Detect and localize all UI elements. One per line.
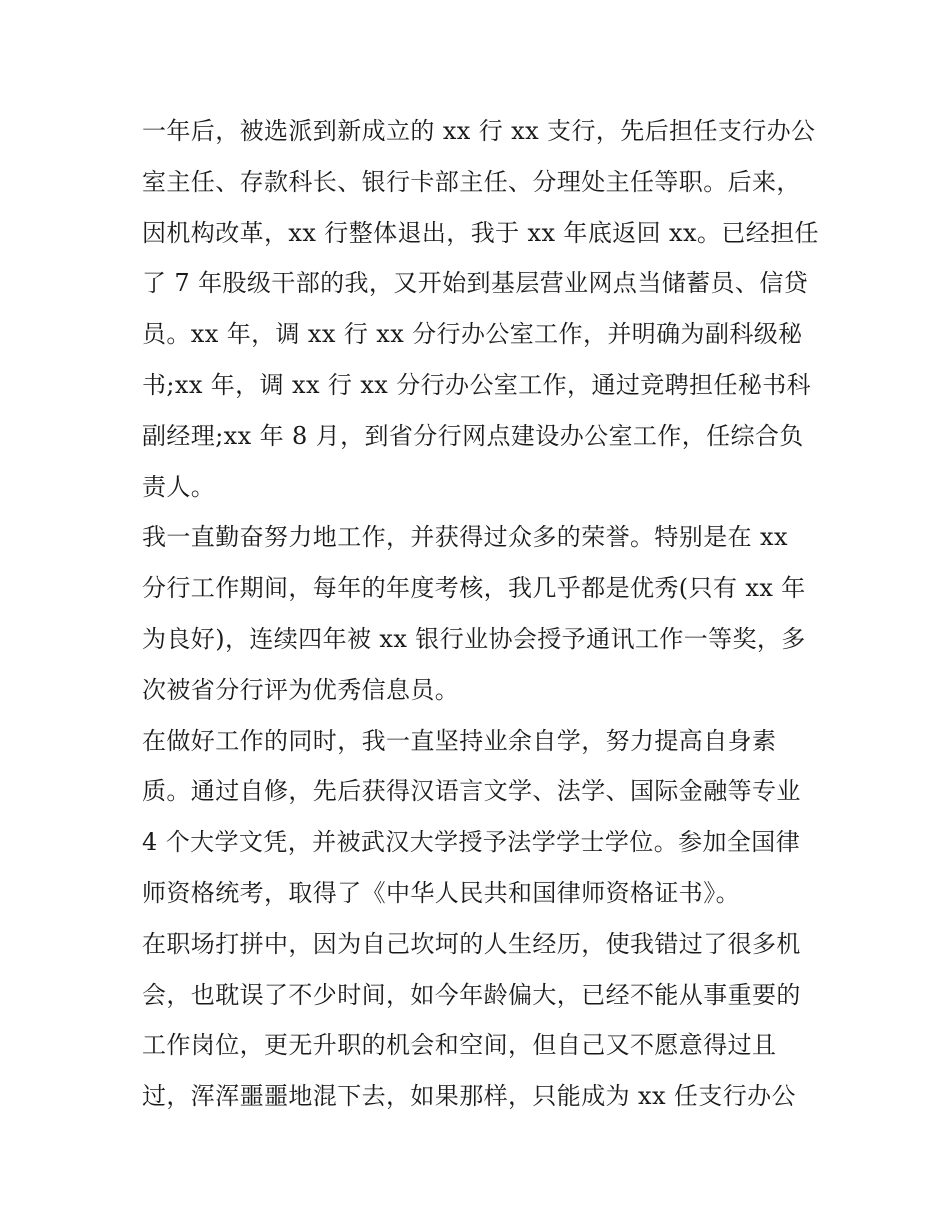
text-line: 员。xx 年，调 xx 行 xx 分行办公室工作，并明确为副科级秘 — [142, 320, 803, 349]
text-line: 在做好工作的同时，我一直坚持业余自学，努力提高自身素 — [142, 726, 777, 755]
text-line: 过，浑浑噩噩地混下去，如果那样，只能成为 xx 任支行办公 — [142, 1082, 796, 1111]
text-line: 为良好)，连续四年被 xx 银行业协会授予通讯工作一等奖，多 — [142, 624, 806, 653]
text-line: 分行工作期间，每年的年度考核，我几乎都是优秀(只有 xx 年 — [142, 574, 806, 603]
text-line: 一年后，被选派到新成立的 xx 行 xx 支行，先后担任支行办公 — [142, 117, 816, 145]
text-line: 我一直勤奋努力地工作，并获得过众多的荣誉。特别是在 xx — [142, 523, 788, 552]
text-line: 在职场打拼中，因为自己坎坷的人生经历，使我错过了很多机 — [142, 929, 801, 958]
text-line: 质。通过自修，先后获得汉语言文学、法学、国际金融等专业 — [142, 777, 801, 806]
text-line: 次被省分行评为优秀信息员。 — [142, 675, 460, 704]
text-line: 因机构改革，xx 行整体退出，我于 xx 年底返回 xx。已经担任 — [142, 218, 819, 247]
text-line: 书;xx 年，调 xx 行 xx 分行办公室工作，通过竞聘担任秘书科 — [142, 370, 812, 399]
text-line: 4 个大学文凭，并被武汉大学授予法学学士学位。参加全国律 — [142, 828, 801, 857]
text-line: 副经理;xx 年 8 月，到省分行网点建设办公室工作，任综合负 — [142, 421, 804, 450]
text-line: 了 7 年股级干部的我，又开始到基层营业网点当储蓄员、信贷 — [142, 269, 809, 298]
body-text — [142, 106, 819, 1122]
text-line: 室主任、存款科长、银行卡部主任、分理处主任等职。后来， — [142, 167, 801, 196]
text-line: 责人。 — [142, 472, 216, 501]
text-line: 会，也耽误了不少时间，如今年龄偏大，已经不能从事重要的 — [142, 980, 801, 1009]
text-line: 师资格统考，取得了《中华人民共和国律师资格证书》。 — [142, 878, 740, 907]
text-line: 工作岗位，更无升职的机会和空间，但自己又不愿意得过且 — [142, 1031, 777, 1060]
